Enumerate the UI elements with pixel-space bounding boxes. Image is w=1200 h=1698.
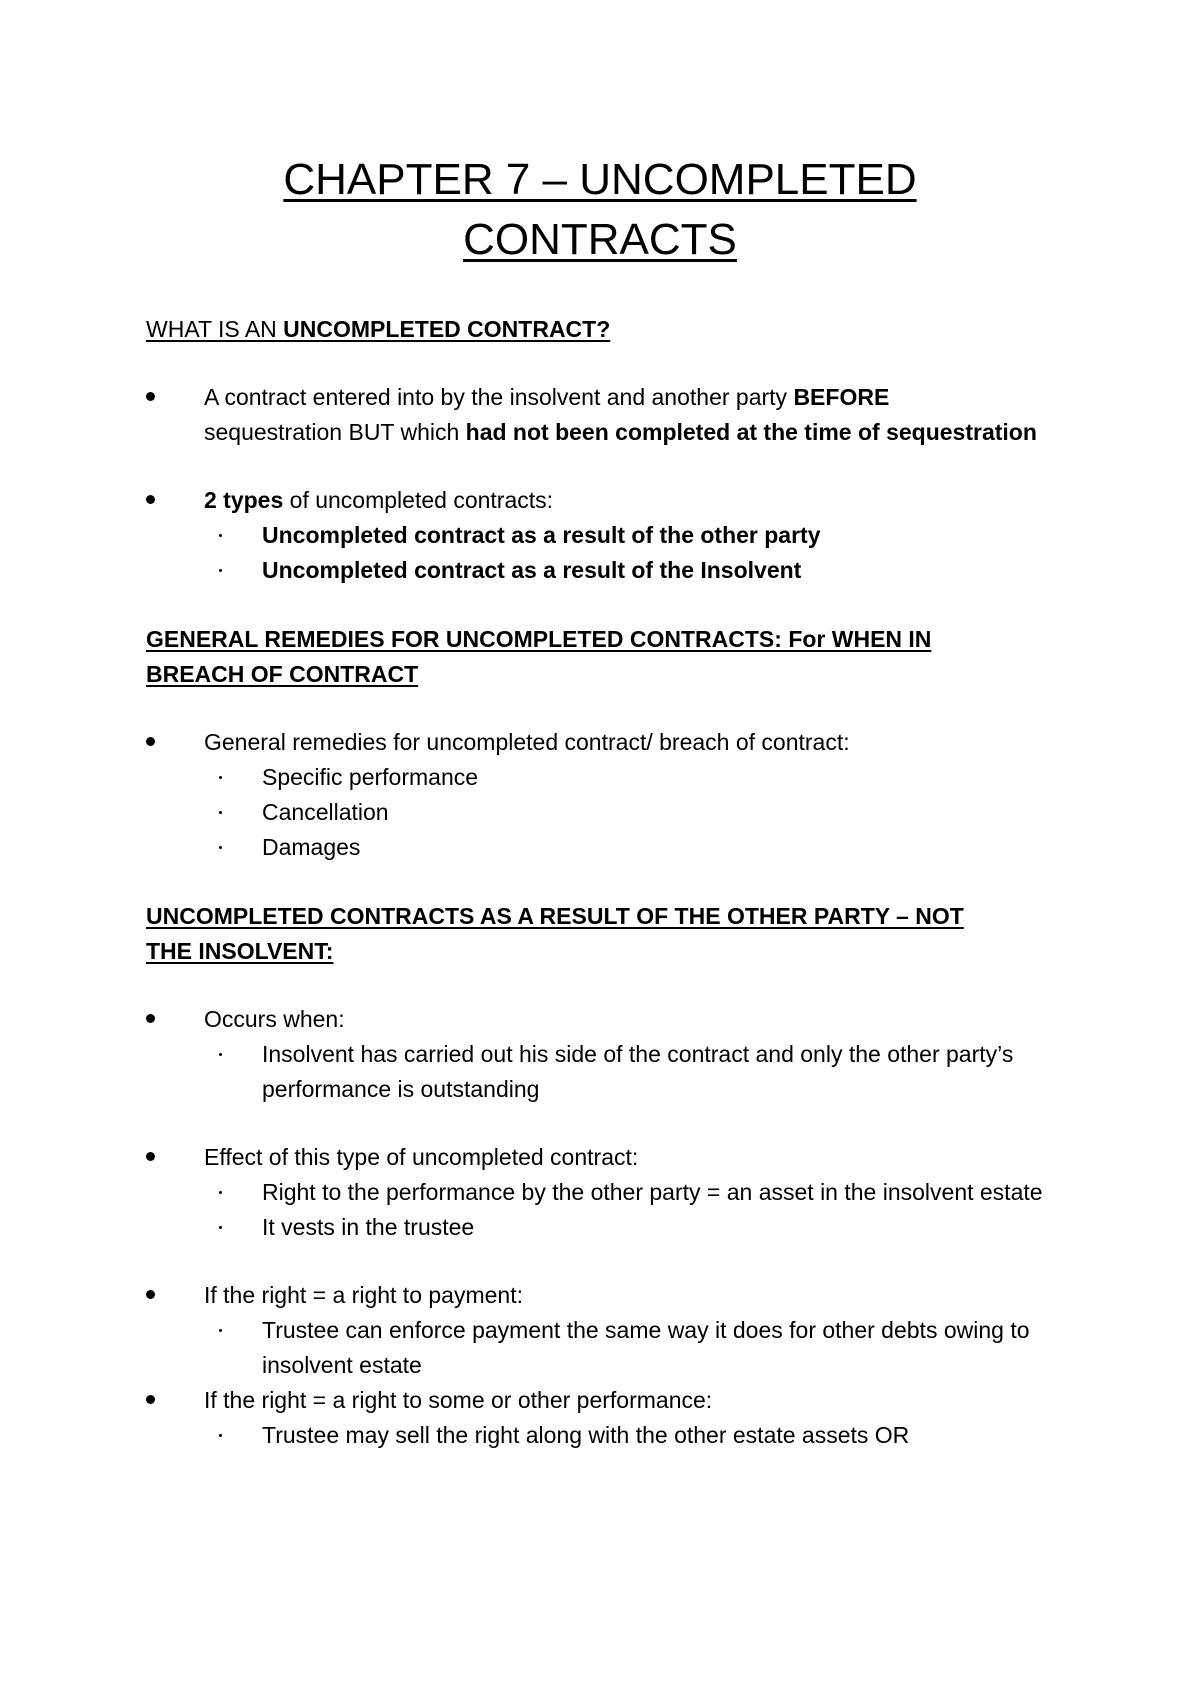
bullet-dot-icon [146, 1152, 155, 1161]
sub-bullet-text: Trustee may sell the right along with the other estate assets OR [262, 1422, 910, 1448]
sub-bullet-item [146, 830, 1076, 865]
sub-bullet-text: It vests in the trustee [262, 1214, 475, 1240]
sub-bullet-item [146, 553, 1076, 588]
sub-bullet-dot-icon [219, 534, 222, 537]
bullet-item [146, 1383, 1076, 1418]
sub-bullet-text: Insolvent has carried out his side of the contract and only the other party’s performance is outstanding [262, 1041, 1014, 1102]
sub-bullet-text: Trustee can enforce payment the same way it does for other debts owing to insolvent estate [262, 1317, 1030, 1378]
bullet-dot-icon [146, 1290, 155, 1299]
bullet-bold-text: 2 types [204, 487, 284, 513]
sub-bullet-item [146, 1313, 1076, 1383]
bullet-item [146, 1140, 1076, 1175]
section-heading-what-is [146, 312, 1076, 347]
bullet-text: General remedies for uncompleted contract/ breach of contract: [204, 729, 850, 755]
sub-bullet-item [146, 760, 1076, 795]
sub-bullet-dot-icon [219, 1226, 222, 1229]
sub-bullet-text: Uncompleted contract as a result of the Insolvent [262, 557, 802, 583]
chapter-title [0, 150, 1200, 270]
sub-bullet-dot-icon [219, 1434, 222, 1437]
bullet-dot-icon [146, 1014, 155, 1023]
sub-bullet-item [146, 518, 1076, 553]
heading-plain-text: WHAT IS AN [146, 316, 284, 342]
bullet-text: A contract entered into by the insolvent and another party [204, 384, 794, 410]
bullet-item [146, 483, 1076, 518]
sub-bullet-item [146, 1037, 1076, 1107]
chapter-title-line-2: CONTRACTS [463, 215, 737, 264]
sub-bullet-item [146, 1418, 1076, 1453]
sub-bullet-dot-icon [219, 1053, 222, 1056]
bullet-text: If the right = a right to some or other performance: [204, 1387, 713, 1413]
sub-bullet-text: Right to the performance by the other party = an asset in the insolvent estate [262, 1179, 1043, 1205]
sub-bullet-dot-icon [219, 1329, 222, 1332]
bullet-item [146, 1278, 1076, 1313]
sub-bullet-dot-icon [219, 846, 222, 849]
heading-line: BREACH OF CONTRACT [146, 661, 419, 687]
bullet-item [146, 1002, 1076, 1037]
bullet-dot-icon [146, 737, 155, 746]
sub-bullet-item [146, 795, 1076, 830]
sub-bullet-dot-icon [219, 1191, 222, 1194]
heading-line: THE INSOLVENT: [146, 938, 334, 964]
sub-bullet-dot-icon [219, 776, 222, 779]
heading-line: UNCOMPLETED CONTRACTS AS A RESULT OF THE OTHER PARTY – NOT [146, 903, 964, 929]
document-body [146, 312, 1076, 1453]
bullet-dot-icon [146, 1395, 155, 1404]
sub-bullet-dot-icon [219, 811, 222, 814]
bullet-item [146, 380, 1076, 450]
section-heading-other-party [146, 899, 1076, 969]
sub-bullet-item [146, 1210, 1076, 1245]
chapter-title-line-1: CHAPTER 7 – UNCOMPLETED [283, 155, 917, 204]
heading-line: GENERAL REMEDIES FOR UNCOMPLETED CONTRACTS: For WHEN IN [146, 626, 932, 652]
sub-bullet-text: Specific performance [262, 764, 479, 790]
bullet-text: If the right = a right to payment: [204, 1282, 523, 1308]
bullet-dot-icon [146, 495, 155, 504]
bullet-item [146, 725, 1076, 760]
bullet-bold-text: had not been completed at the time of sequestration [465, 419, 1037, 445]
sub-bullet-item [146, 1175, 1076, 1210]
bullet-text: of uncompleted contracts: [283, 487, 554, 513]
section-heading-general-remedies [146, 622, 1076, 692]
bullet-dot-icon [146, 392, 155, 401]
bullet-text: Effect of this type of uncompleted contract: [204, 1144, 639, 1170]
sub-bullet-text: Uncompleted contract as a result of the other party [262, 522, 821, 548]
bullet-bold-text: BEFORE [793, 384, 890, 410]
bullet-text: Occurs when: [204, 1006, 345, 1032]
sub-bullet-text: Cancellation [262, 799, 389, 825]
bullet-text: sequestration BUT which [204, 419, 466, 445]
sub-bullet-dot-icon [219, 569, 222, 572]
sub-bullet-text: Damages [262, 834, 361, 860]
heading-bold-text: UNCOMPLETED CONTRACT? [283, 316, 611, 342]
